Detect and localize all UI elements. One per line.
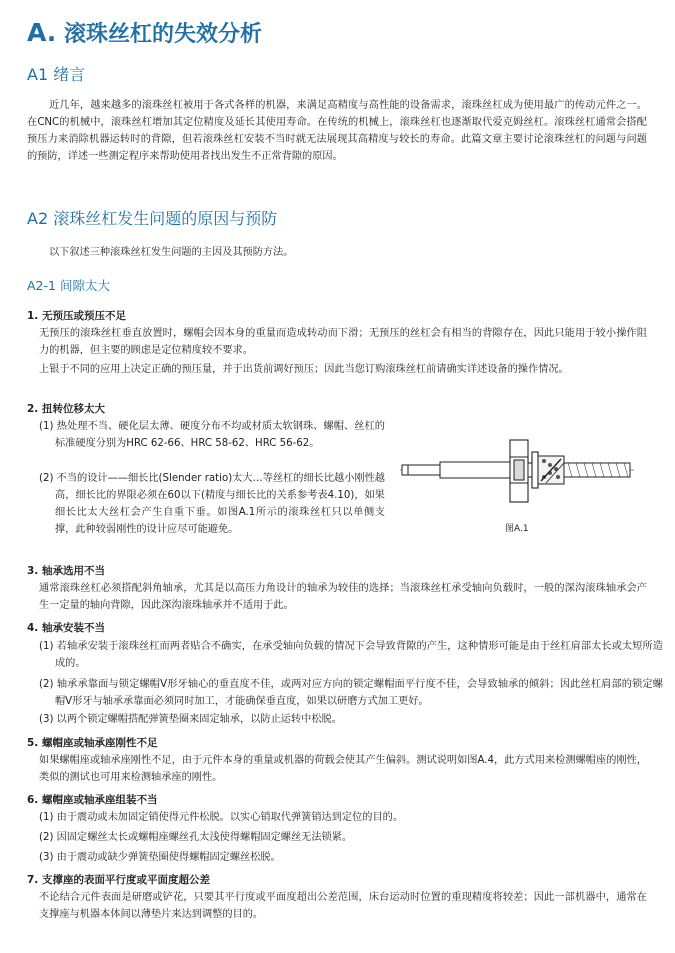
item-title-5: 5. 螺帽座或轴承座刚性不足 bbox=[27, 737, 158, 749]
subsection-heading-a2-1: A2-1 间隙太大 bbox=[27, 278, 110, 293]
page-title bbox=[27, 17, 262, 48]
item-1-paragraph-1: 无预压的滚珠丝杠垂直放置时，螺帽会因本身的重量而造成转动而下滑；无预压的丝杠会有相当的背隙存在，因此只能用于较小操作阻力的机器，但主要的顾虑是定位精度较不要求。 bbox=[39, 328, 647, 356]
intro-paragraph: 近几年，越来越多的滚珠丝杠被用于各式各样的机器，来满足高精度与高性能的设备需求，滚珠丝杠成为使用最广的传动元件之一。在CNC的机械中，滚珠丝杠增加其定位精度及延长其使用寿命。在传统的机械上，滚珠丝杠也逐渐取代爱克姆丝杠。滚珠丝杠通常会搭配预压力来消除机器运转时的背隙，但若滚珠丝杠安装不当时就无法展现其高精度与较长的寿命。此篇文章主要讨论滚珠丝杠的问题与问题的预防，详述一些测定程序来帮助使用者找出发生不正常背隙的原因。 bbox=[27, 100, 647, 162]
section-heading-a2: A2 滚珠丝杠发生问题的原因与预防 bbox=[27, 209, 278, 228]
section-heading-a1: A1 绪言 bbox=[27, 65, 86, 84]
item-title-3: 3. 轴承选用不当 bbox=[27, 565, 105, 577]
item-5-paragraph: 如果螺帽座或轴承座刚性不足，由于元件本身的重量或机器的荷载会使其产生偏斜。测试说明如图A.4，此方式用来检测螺帽座的刚性，类似的测试也可用来检测轴承座的刚性。 bbox=[39, 755, 647, 783]
item-6-sub-2: (2) 因固定螺丝太长或螺帽座螺丝孔太浅使得螺帽固定螺丝无法锁紧。 bbox=[39, 832, 353, 843]
item-title-2: 2. 扭转位移太大 bbox=[27, 403, 105, 415]
section-intro-text: 以下叙述三种滚珠丝杠发生问题的主因及其预防方法。 bbox=[49, 247, 294, 258]
item-title-6: 6. 螺帽座或轴承座组装不当 bbox=[27, 794, 158, 806]
item-6-sub-1: (1) 由于震动或未加固定销使得元件松脱。以实心销取代弹簧销达到定位的目的。 bbox=[39, 812, 404, 823]
item-title-1: 1. 无预压或预压不足 bbox=[27, 310, 126, 322]
item-3-paragraph: 通常滚珠丝杠必须搭配斜角轴承，尤其是以高压力角设计的轴承为较佳的选择；当滚珠丝杠承受轴向负载时，一般的深沟滚珠轴承会产生一定量的轴向背隙，因此深沟滚珠轴承并不适用于此。 bbox=[39, 583, 647, 611]
item-7-paragraph: 不论结合元件表面是研磨或铲花，只要其平行度或平面度超出公差范围，床台运动时位置的重现精度将较差；因此一部机器中，通常在支撑座与机器本体间以薄垫片来达到调整的目的。 bbox=[39, 892, 647, 920]
item-4-sub-1: (1) 若轴承安装于滚珠丝杠而两者贴合不确实，在承受轴向负载的情况下会导致背隙的产生，这种情形可能是由于丝杠肩部太长或太短所造成的。 bbox=[39, 641, 663, 669]
item-4-sub-3: (3) 以两个锁定螺帽搭配弹簧垫圈来固定轴承，以防止运转中松脱。 bbox=[39, 714, 342, 725]
item-2-sub-2: (2) 不当的设计——细长比(Slender ratio)太大…等丝杠的细长比越小刚性越高，细长比的界限必须在60以下(精度与细长比的关系参考表4.10)，如果细长比太大丝杠会产生自重下垂。如图A.1所示的滚珠丝杠只以单侧支撑，此种较弱刚性的设计应尽可能避免。 bbox=[39, 473, 385, 535]
item-4-sub-2: (2) 轴承承靠面与锁定螺帽V形牙轴心的垂直度不佳，或两对应方向的锁定螺帽面平行度不佳，会导致轴承的倾斜；因此丝杠肩部的锁定螺帽V形牙与轴承承靠面必须同时加工，才能确保垂直度，如果以研磨方式加工更好。 bbox=[39, 679, 663, 707]
section-letter: A. bbox=[27, 18, 57, 47]
item-6-sub-3: (3) 由于震动或缺少弹簧垫圈使得螺帽固定螺丝松脱。 bbox=[39, 852, 281, 863]
item-2-sub-1: (1) 热处理不当、硬化层太薄、硬度分布不均或材质太软钢珠、螺帽、丝杠的标准硬度分别为HRC 62-66、HRC 58-62、HRC 56-62。 bbox=[39, 421, 385, 449]
item-title-7: 7. 支撑座的表面平行度或平面度超公差 bbox=[27, 874, 210, 886]
item-title-4: 4. 轴承安装不当 bbox=[27, 622, 105, 634]
item-1-paragraph-2: 上银于不同的应用上决定正确的预压量，并于出货前调好预压；因此当您订购滚珠丝杠前请确实详述设备的操作情况。 bbox=[39, 364, 569, 375]
page-title-text: 滚珠丝杠的失效分析 bbox=[63, 22, 262, 47]
figure-caption: 图A.1 bbox=[505, 524, 529, 534]
